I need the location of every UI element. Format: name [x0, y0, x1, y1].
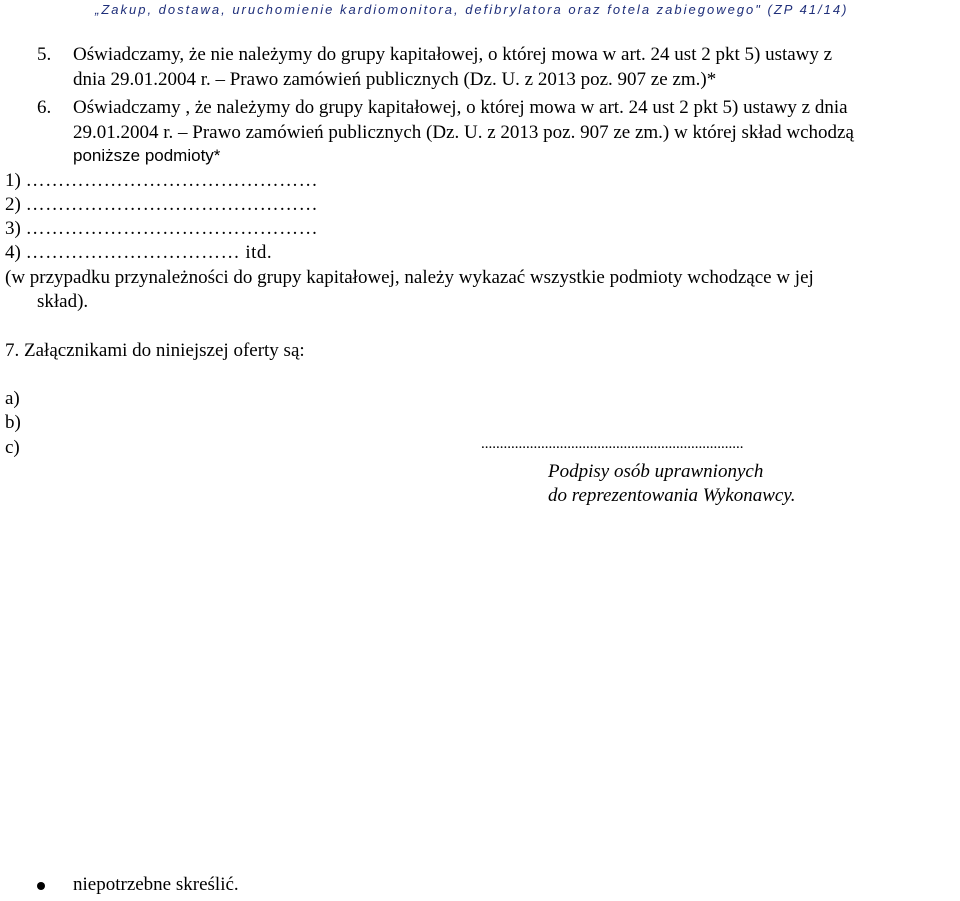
entity-label: 1): [5, 170, 21, 191]
item-6-line-3: poniższe podmioty*: [73, 146, 221, 165]
entity-label: 4): [5, 242, 21, 263]
entity-dots: ………………………………………: [25, 194, 319, 215]
signature-line-2: do reprezentowania Wykonawcy.: [548, 485, 796, 506]
item-6-line-1: Oświadczamy , że należymy do grupy kapitałowej, o której mowa w art. 24 ust 2 pkt 5) ustawy z dnia: [73, 97, 848, 118]
entity-label: 3): [5, 218, 21, 239]
attachment-letter-c: c): [5, 437, 20, 458]
item-5-line-1: Oświadczamy, że nie należymy do grupy kapitałowej, o której mowa w art. 24 ust 2 pkt 5) ustawy z: [73, 44, 833, 65]
entity-row-4: [5, 242, 272, 264]
signature-dots: ......................................................................: [481, 436, 744, 452]
entity-label: 2): [5, 194, 21, 215]
footnote-text: niepotrzebne skreślić.: [73, 874, 239, 895]
item-6-line-2: 29.01.2004 r. – Prawo zamówień publicznych (Dz. U. z 2013 poz. 907 ze zm.) w której skład wchodzą: [73, 122, 854, 143]
item-5-number: 5.: [37, 44, 52, 65]
document-header: „Zakup, dostawa, uruchomienie kardiomonitora, defibrylatora oraz fotela zabiegowego" (ZP 41/14): [95, 2, 849, 17]
item-6-number: 6.: [37, 97, 52, 118]
entity-row-3: [5, 218, 318, 240]
bullet-icon: [37, 882, 45, 890]
entity-row-1: [5, 170, 318, 192]
entity-dots: …………………………… itd.: [25, 242, 273, 263]
note-line-2: skład).: [37, 291, 89, 312]
entity-dots: ………………………………………: [25, 218, 319, 239]
entity-dots: ………………………………………: [25, 170, 319, 191]
attachment-letter-b: b): [5, 412, 21, 433]
note-line-1: (w przypadku przynależności do grupy kapitałowej, należy wykazać wszystkie podmioty wchodzące w jej: [5, 267, 814, 288]
entity-row-2: [5, 194, 318, 216]
item-5-line-2: dnia 29.01.2004 r. – Prawo zamówień publicznych (Dz. U. z 2013 poz. 907 ze zm.)*: [73, 69, 717, 90]
signature-line-1: Podpisy osób uprawnionych: [548, 461, 764, 482]
item-7-title: 7. Załącznikami do niniejszej oferty są:: [5, 340, 305, 361]
attachment-letter-a: a): [5, 388, 20, 409]
